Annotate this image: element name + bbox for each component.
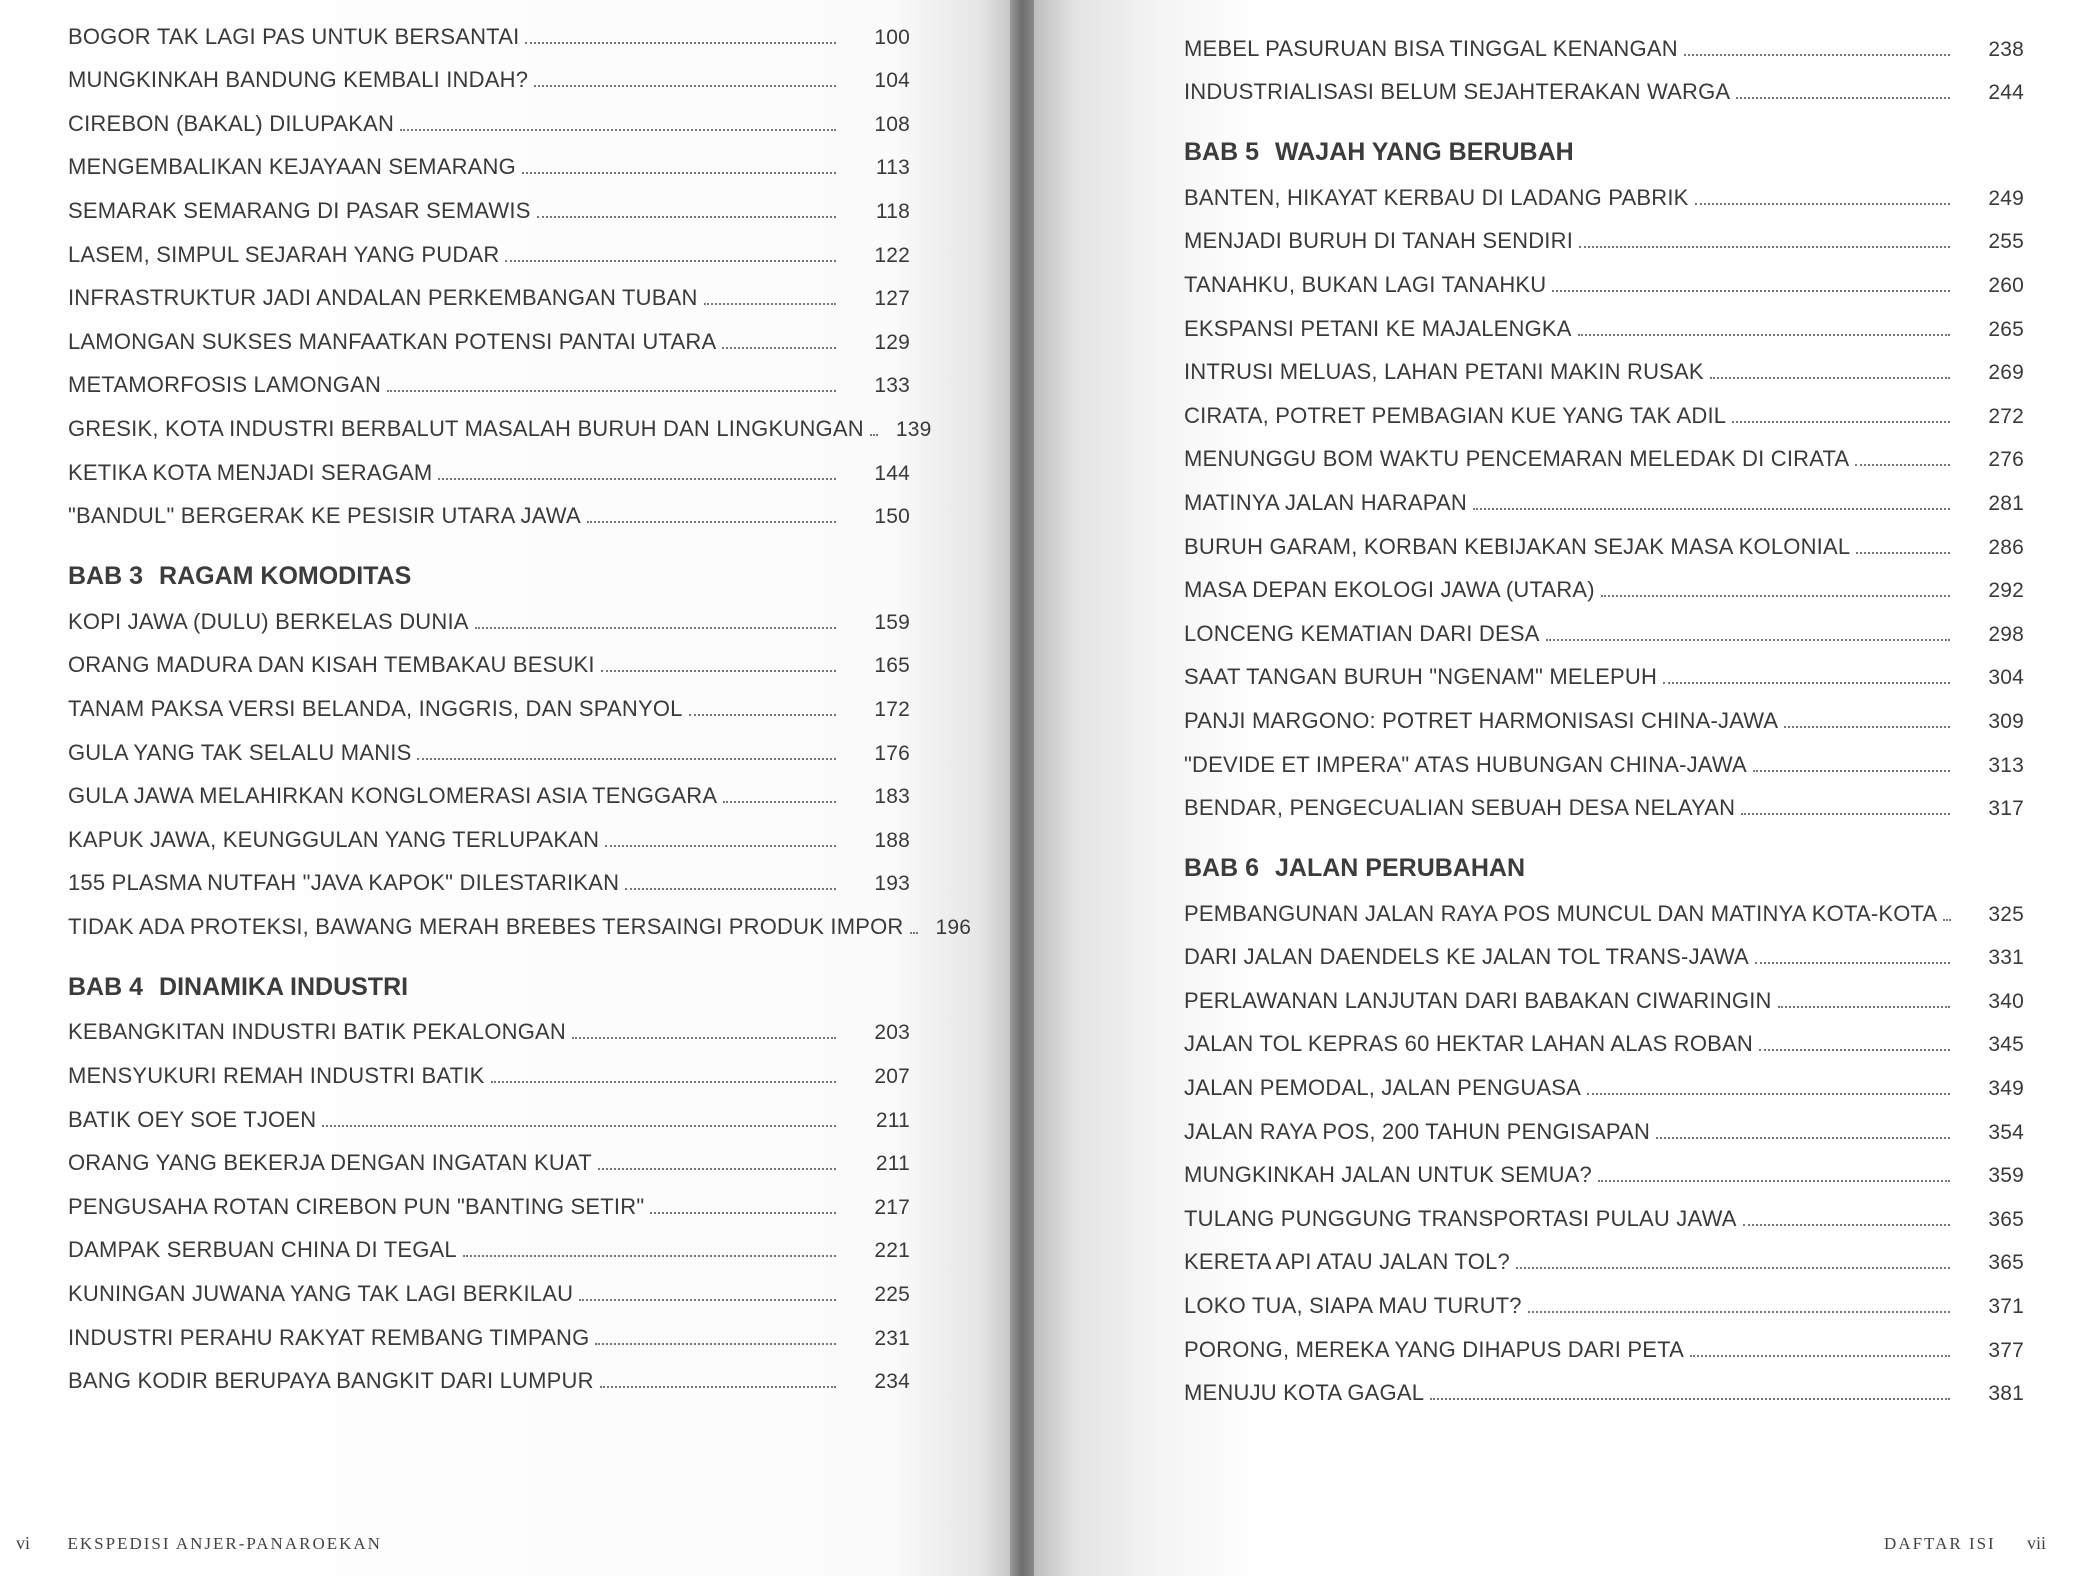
toc-entry (1184, 520, 2024, 564)
toc-entry-title: MUNGKINKAH BANDUNG KEMBALI INDAH? (68, 67, 529, 93)
toc-entry-title: JALAN TOL KEPRAS 60 HEKTAR LAHAN ALAS ROBAN (1184, 1031, 1753, 1057)
toc-entry-title: TULANG PUNGGUNG TRANSPORTASI PULAU JAWA (1184, 1205, 1737, 1231)
dot-leader (722, 347, 836, 349)
dot-leader (600, 1386, 836, 1388)
toc-entry-title: ORANG MADURA DAN KISAH TEMBAKAU BESUKI (68, 652, 595, 678)
toc-entry-page: 183 (874, 785, 910, 809)
dot-leader (704, 303, 836, 305)
dot-leader (1759, 1049, 1950, 1051)
toc-entry (68, 97, 910, 141)
toc-entry (1184, 1279, 2024, 1323)
right-page-number: vii (2026, 1533, 2046, 1553)
dot-leader (598, 1168, 836, 1170)
toc-entry-title: TANAHKU, BUKAN LAGI TANAHKU (1184, 271, 1547, 297)
toc-entry-title: MUNGKINKAH JALAN UNTUK SEMUA? (1184, 1162, 1592, 1188)
toc-entry-title: CIRATA, POTRET PEMBAGIAN KUE YANG TAK ADIL (1184, 402, 1727, 428)
toc-entry-title: KERETA API ATAU JALAN TOL? (1184, 1249, 1510, 1275)
dot-leader (601, 670, 836, 672)
toc-entry (1184, 607, 2024, 651)
dot-leader (417, 758, 836, 760)
toc-entry-page: 211 (875, 1108, 910, 1132)
chapter-number: BAB 5 (1184, 138, 1260, 167)
toc-entry (1184, 66, 2024, 110)
toc-entry-page: 188 (874, 828, 910, 852)
toc-entry (1184, 931, 2024, 975)
toc-entry (68, 315, 910, 359)
toc-entry-page: 207 (874, 1065, 910, 1089)
left-page-number: vi (16, 1533, 31, 1553)
toc-entry-title: KOPI JAWA (DULU) BERKELAS DUNIA (68, 608, 469, 634)
toc-entry-page: 176 (874, 741, 910, 765)
toc-entry-page: 265 (1988, 317, 2024, 341)
toc-entry-page: 231 (874, 1326, 910, 1350)
toc-entry-page: 196 (935, 915, 972, 939)
toc-entry-title: "BANDUL" BERGERAK KE PESISIR UTARA JAWA (68, 503, 581, 529)
toc-entry (68, 639, 910, 683)
dot-leader (572, 1037, 836, 1039)
left-toc (68, 10, 972, 1398)
toc-entry-page: 354 (1988, 1120, 2024, 1144)
toc-entry-title: METAMORFOSIS LAMONGAN (68, 372, 382, 398)
toc-entry-title: BENDAR, PENGECUALIAN SEBUAH DESA NELAYAN (1184, 795, 1736, 821)
toc-entry-title: INDUSTRI PERAHU RAKYAT REMBANG TIMPANG (68, 1324, 590, 1350)
toc-entry-title: PEMBANGUNAN JALAN RAYA POS MUNCUL DAN MATINYA KOTA-KOTA (1184, 900, 1938, 926)
toc-entry-title: BANG KODIR BERUPAYA BANGKIT DARI LUMPUR (68, 1368, 594, 1394)
toc-entry-page: 298 (1988, 622, 2024, 646)
toc-entry (1184, 389, 2024, 433)
toc-entry-page: 113 (875, 156, 910, 180)
toc-entry (1184, 171, 2024, 215)
toc-entry-title: KETIKA KOTA MENJADI SERAGAM (68, 459, 433, 485)
toc-entry (1184, 433, 2024, 477)
section-title: DAFTAR ISI (1884, 1534, 1996, 1553)
chapter-heading (1184, 109, 2024, 171)
toc-entry (68, 1049, 910, 1093)
toc-entry (68, 1006, 910, 1050)
dot-leader (1528, 1311, 1950, 1313)
dot-leader (322, 1125, 836, 1127)
chapter-title: DINAMIKA INDUSTRI (159, 972, 409, 1001)
toc-entry-title: JALAN PEMODAL, JALAN PENGUASA (1184, 1075, 1582, 1101)
toc-entry (68, 857, 910, 901)
toc-entry (1184, 302, 2024, 346)
dot-leader (1732, 421, 1950, 423)
right-page (1034, 0, 2074, 1576)
dot-leader (1587, 1093, 1950, 1095)
toc-entry (1184, 1323, 2024, 1367)
toc-entry-page: 286 (1988, 535, 2024, 559)
toc-entry (1184, 258, 2024, 302)
toc-entry (1184, 738, 2024, 782)
dot-leader (1656, 1137, 1950, 1139)
left-page-footer (16, 1533, 382, 1554)
toc-entry-title: KAPUK JAWA, KEUNGGULAN YANG TERLUPAKAN (68, 826, 600, 852)
dot-leader (1598, 1180, 1950, 1182)
dot-leader (1856, 552, 1950, 554)
toc-entry (68, 228, 910, 272)
toc-entry (68, 490, 910, 534)
dot-leader (491, 1081, 837, 1083)
toc-entry (68, 1311, 910, 1355)
dot-leader (1695, 203, 1950, 205)
chapter-title: RAGAM KOMODITAS (159, 562, 412, 591)
toc-entry (68, 446, 910, 490)
toc-entry-title: GULA JAWA MELAHIRKAN KONGLOMERASI ASIA TENGGARA (68, 783, 718, 809)
dot-leader (1546, 639, 1950, 641)
toc-entry (1184, 651, 2024, 695)
toc-entry-title: LASEM, SIMPUL SEJARAH YANG PUDAR (68, 241, 500, 267)
toc-entry-page: 221 (874, 1239, 910, 1263)
toc-entry-title: MATINYA JALAN HARAPAN (1184, 489, 1467, 515)
toc-entry-page: 108 (874, 112, 910, 136)
dot-leader (463, 1255, 836, 1257)
toc-entry-page: 100 (874, 25, 910, 49)
toc-entry-title: PORONG, MEREKA YANG DIHAPUS DARI PETA (1184, 1336, 1685, 1362)
chapter-number: BAB 6 (1184, 854, 1260, 883)
toc-entry-title: KUNINGAN JUWANA YANG TAK LAGI BERKILAU (68, 1281, 574, 1307)
toc-entry-title: MENUJU KOTA GAGAL (1184, 1380, 1425, 1406)
toc-entry-page: 217 (874, 1195, 910, 1219)
toc-entry-page: 272 (1988, 404, 2024, 428)
dot-leader (525, 42, 836, 44)
toc-entry (68, 813, 910, 857)
toc-entry-page: 269 (1988, 361, 2024, 385)
toc-entry (1184, 1018, 2024, 1062)
toc-entry (1184, 974, 2024, 1018)
dot-leader (537, 216, 836, 218)
dot-leader (1684, 54, 1950, 56)
dot-leader (650, 1212, 836, 1214)
toc-entry-title: MENJADI BURUH DI TANAH SENDIRI (1184, 228, 1574, 254)
right-page-footer (1884, 1533, 2046, 1554)
toc-entry-page: 211 (875, 1152, 910, 1176)
toc-entry (68, 1267, 910, 1311)
toc-entry-page: 118 (875, 199, 910, 223)
dot-leader (522, 172, 836, 174)
toc-entry-page: 281 (1988, 491, 2024, 515)
toc-entry-page: 104 (874, 69, 910, 93)
chapter-title: JALAN PERUBAHAN (1275, 854, 1526, 883)
toc-entry-title: PERLAWANAN LANJUTAN DARI BABAKAN CIWARINGIN (1184, 987, 1772, 1013)
dot-leader (438, 478, 836, 480)
toc-entry (68, 141, 910, 185)
toc-entry (1184, 694, 2024, 738)
toc-entry-page: 255 (1988, 230, 2024, 254)
dot-leader (579, 1299, 836, 1301)
chapter-heading (1184, 825, 2024, 887)
toc-entry-title: MENUNGGU BOM WAKTU PENCEMARAN MELEDAK DI CIRATA (1184, 446, 1850, 472)
toc-entry (1184, 1236, 2024, 1280)
toc-entry (68, 726, 910, 770)
toc-entry-page: 133 (874, 374, 910, 398)
toc-entry-title: MENGEMBALIKAN KEJAYAAN SEMARANG (68, 154, 516, 180)
toc-entry-title: DAMPAK SERBUAN CHINA DI TEGAL (68, 1237, 457, 1263)
toc-entry-title: TANAM PAKSA VERSI BELANDA, INGGRIS, DAN SPANYOL (68, 695, 683, 721)
chapter-number: BAB 4 (68, 972, 144, 1001)
toc-entry-page: 139 (895, 417, 932, 441)
toc-entry (68, 184, 910, 228)
toc-entry-page: 371 (1988, 1295, 2024, 1319)
chapter-heading (68, 944, 910, 1006)
toc-entry-title: MENSYUKURI REMAH INDUSTRI BATIK (68, 1063, 485, 1089)
toc-entry-title: BURUH GARAM, KORBAN KEBIJAKAN SEJAK MASA KOLONIAL (1184, 533, 1851, 559)
toc-entry-page: 249 (1988, 186, 2024, 210)
toc-entry (68, 595, 910, 639)
dot-leader (1784, 726, 1950, 728)
dot-leader (1778, 1006, 1950, 1008)
toc-entry (1184, 22, 2024, 66)
toc-entry-title: INDUSTRIALISASI BELUM SEJAHTERAKAN WARGA (1184, 79, 1731, 105)
toc-entry-title: "DEVIDE ET IMPERA" ATAS HUBUNGAN CHINA-JAWA (1184, 751, 1747, 777)
toc-entry-title: PENGUSAHA ROTAN CIREBON PUN "BANTING SETIR" (68, 1193, 645, 1219)
toc-entry-title: INTRUSI MELUAS, LAHAN PETANI MAKIN RUSAK (1184, 359, 1704, 385)
toc-entry-title: LOKO TUA, SIAPA MAU TURUT? (1184, 1293, 1522, 1319)
toc-entry-page: 260 (1988, 273, 2024, 297)
toc-entry-page: 127 (874, 287, 910, 311)
toc-entry (68, 900, 972, 944)
dot-leader (1663, 682, 1950, 684)
toc-entry-page: 165 (874, 654, 910, 678)
toc-entry-title: KEBANGKITAN INDUSTRI BATIK PEKALONGAN (68, 1019, 567, 1045)
toc-entry-page: 159 (874, 610, 910, 634)
dot-leader (870, 434, 878, 436)
toc-entry-title: BANTEN, HIKAYAT KERBAU DI LADANG PABRIK (1184, 184, 1689, 210)
toc-entry-page: 340 (1988, 989, 2024, 1013)
dot-leader (587, 521, 836, 523)
dot-leader (1743, 1224, 1950, 1226)
toc-entry-title: LONCENG KEMATIAN DARI DESA (1184, 620, 1540, 646)
chapter-number: BAB 3 (68, 562, 144, 591)
dot-leader (723, 801, 836, 803)
dot-leader (910, 932, 918, 934)
dot-leader (534, 85, 836, 87)
dot-leader (1943, 919, 1951, 921)
dot-leader (1552, 290, 1950, 292)
book-gutter (1010, 0, 1034, 1576)
toc-entry (68, 54, 910, 98)
toc-entry-title: LAMONGAN SUKSES MANFAATKAN POTENSI PANTAI UTARA (68, 328, 717, 354)
toc-entry-page: 144 (874, 461, 910, 485)
toc-entry-page: 325 (1988, 902, 2024, 926)
toc-entry (68, 10, 910, 54)
toc-entry-page: 381 (1988, 1382, 2024, 1406)
toc-entry (68, 1224, 910, 1268)
toc-entry (1184, 1192, 2024, 1236)
left-page (0, 0, 1010, 1576)
toc-entry-title: PANJI MARGONO: POTRET HARMONISASI CHINA-JAWA (1184, 707, 1779, 733)
toc-entry (68, 359, 910, 403)
toc-entry-page: 276 (1988, 448, 2024, 472)
toc-entry (68, 272, 910, 316)
toc-entry-page: 317 (1988, 797, 2024, 821)
toc-entry (1184, 215, 2024, 259)
dot-leader (400, 129, 836, 131)
toc-entry-page: 304 (1988, 666, 2024, 690)
dot-leader (1578, 334, 1950, 336)
toc-entry (1184, 476, 2024, 520)
toc-entry-page: 238 (1988, 37, 2024, 61)
dot-leader (1741, 813, 1950, 815)
toc-entry-title: GULA YANG TAK SELALU MANIS (68, 739, 412, 765)
toc-entry-title: BATIK OEY SOE TJOEN (68, 1106, 317, 1132)
toc-entry-page: 349 (1988, 1077, 2024, 1101)
toc-entry-page: 122 (874, 243, 910, 267)
toc-entry-page: 244 (1988, 81, 2024, 105)
chapter-heading (68, 533, 910, 595)
toc-entry-title: BOGOR TAK LAGI PAS UNTUK BERSANTAI (68, 23, 520, 49)
toc-entry (68, 402, 932, 446)
toc-entry-page: 225 (874, 1283, 910, 1307)
toc-entry (68, 1180, 910, 1224)
chapter-title: WAJAH YANG BERUBAH (1275, 138, 1574, 167)
toc-entry (68, 1355, 910, 1399)
toc-entry-page: 150 (874, 505, 910, 529)
toc-entry-page: 345 (1988, 1033, 2024, 1057)
dot-leader (1601, 595, 1950, 597)
toc-entry-title: CIREBON (BAKAL) DILUPAKAN (68, 110, 395, 136)
toc-entry-page: 129 (874, 330, 910, 354)
toc-entry-title: TIDAK ADA PROTEKSI, BAWANG MERAH BREBES TERSAINGI PRODUK IMPOR (68, 913, 904, 939)
toc-entry (68, 1137, 910, 1181)
dot-leader (625, 888, 836, 890)
dot-leader (1516, 1267, 1950, 1269)
dot-leader (1473, 508, 1950, 510)
book-title: EKSPEDISI ANJER-PANAROEKAN (67, 1534, 382, 1553)
toc-entry (1184, 887, 2024, 931)
dot-leader (1855, 464, 1950, 466)
toc-entry-title: JALAN RAYA POS, 200 TAHUN PENGISAPAN (1184, 1118, 1651, 1144)
dot-leader (1736, 97, 1950, 99)
toc-entry-title: MEBEL PASURUAN BISA TINGGAL KENANGAN (1184, 35, 1678, 61)
toc-entry (68, 682, 910, 726)
dot-leader (689, 714, 836, 716)
dot-leader (1753, 770, 1950, 772)
toc-entry-title: 155 PLASMA NUTFAH "JAVA KAPOK" DILESTARIKAN (68, 870, 620, 896)
toc-entry (1184, 1105, 2024, 1149)
dot-leader (1755, 962, 1950, 964)
toc-entry-page: 359 (1988, 1164, 2024, 1188)
toc-entry-page: 377 (1988, 1338, 2024, 1362)
toc-entry (1184, 346, 2024, 390)
toc-entry-page: 313 (1988, 753, 2024, 777)
toc-entry (1184, 1149, 2024, 1193)
toc-entry-page: 193 (874, 872, 910, 896)
dot-leader (1710, 377, 1950, 379)
toc-entry-page: 365 (1988, 1251, 2024, 1275)
dot-leader (475, 627, 836, 629)
right-toc (1184, 22, 2024, 1410)
toc-entry-title: ORANG YANG BEKERJA DENGAN INGATAN KUAT (68, 1150, 592, 1176)
toc-entry-title: EKSPANSI PETANI KE MAJALENGKA (1184, 315, 1572, 341)
toc-entry-title: MASA DEPAN EKOLOGI JAWA (UTARA) (1184, 577, 1595, 603)
toc-entry (1184, 782, 2024, 826)
toc-entry (68, 770, 910, 814)
toc-entry-title: SEMARAK SEMARANG DI PASAR SEMAWIS (68, 197, 531, 223)
dot-leader (605, 845, 836, 847)
dot-leader (1690, 1355, 1950, 1357)
toc-entry-title: SAAT TANGAN BURUH "NGENAM" MELEPUH (1184, 664, 1658, 690)
toc-entry-page: 309 (1988, 709, 2024, 733)
toc-entry (1184, 564, 2024, 608)
dot-leader (1579, 246, 1950, 248)
toc-entry-page: 203 (874, 1021, 910, 1045)
toc-entry (1184, 1367, 2024, 1411)
toc-entry (1184, 1061, 2024, 1105)
toc-entry-page: 292 (1988, 579, 2024, 603)
toc-entry-title: GRESIK, KOTA INDUSTRI BERBALUT MASALAH BURUH DAN LINGKUNGAN (68, 415, 864, 441)
toc-entry-page: 365 (1988, 1207, 2024, 1231)
toc-entry-title: DARI JALAN DAENDELS KE JALAN TOL TRANS-JAWA (1184, 944, 1749, 970)
dot-leader (505, 260, 836, 262)
toc-entry-page: 234 (874, 1370, 910, 1394)
toc-entry (68, 1093, 910, 1137)
toc-entry-page: 172 (874, 697, 910, 721)
toc-entry-title: INFRASTRUKTUR JADI ANDALAN PERKEMBANGAN TUBAN (68, 285, 698, 311)
toc-entry-page: 331 (1988, 946, 2024, 970)
dot-leader (387, 390, 836, 392)
dot-leader (1430, 1398, 1950, 1400)
dot-leader (595, 1343, 836, 1345)
